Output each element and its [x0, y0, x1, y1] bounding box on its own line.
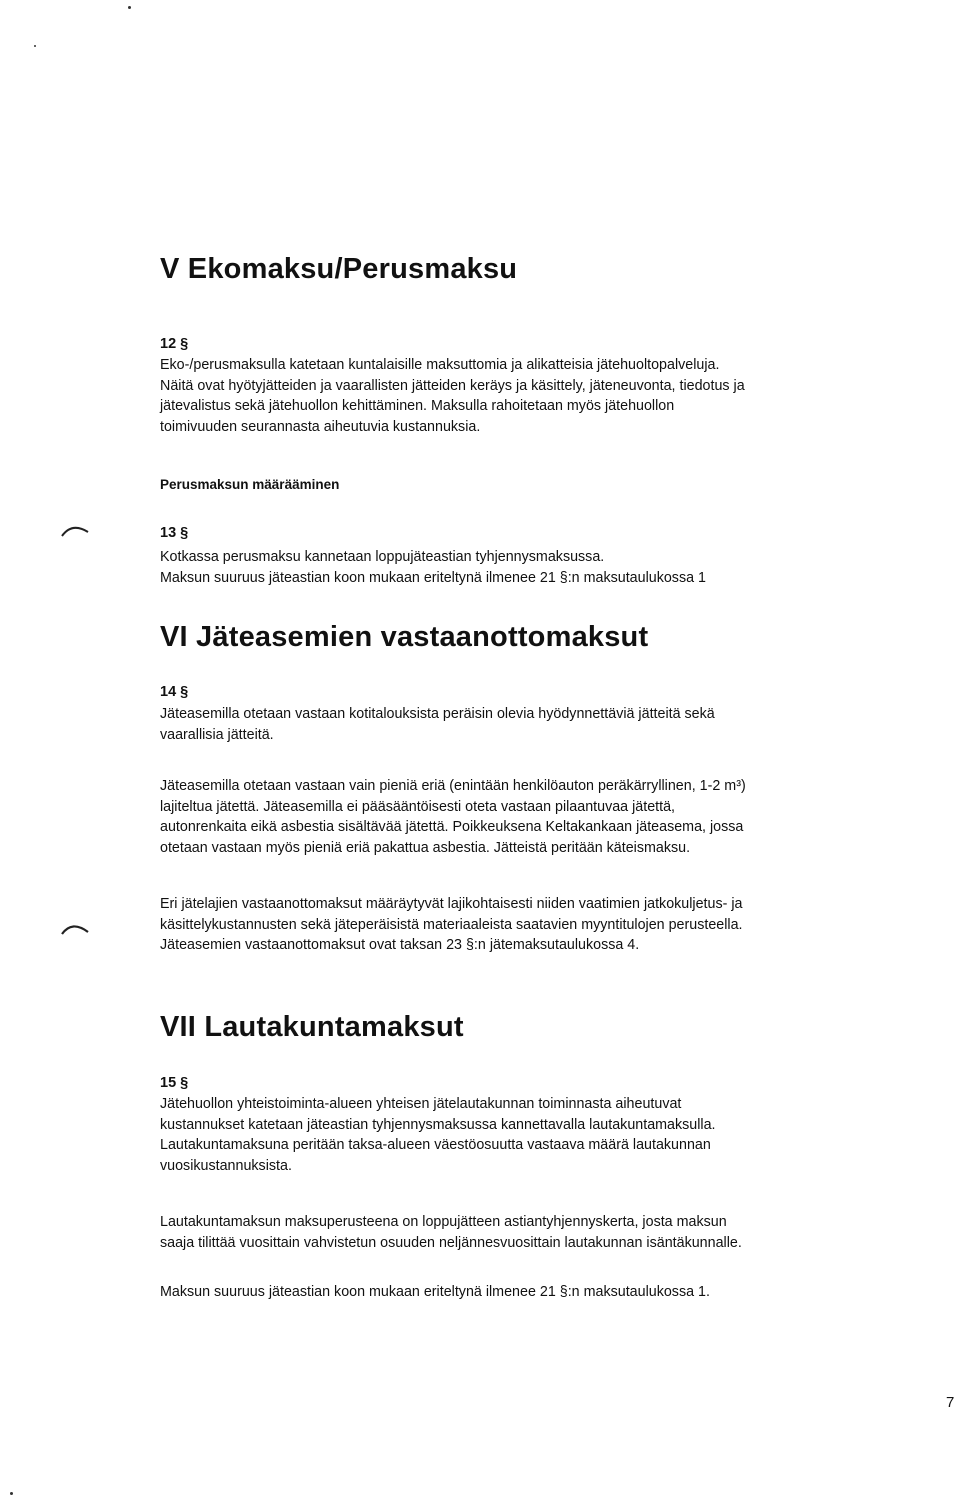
section-15-number: 15 § — [160, 1075, 189, 1091]
section-14-number: 14 § — [160, 684, 189, 700]
text-line: Maksun suuruus jäteastian koon mukaan eriteltynä ilmenee 21 §:n maksutaulukossa 1 — [160, 569, 706, 586]
text-line: Kotkassa perusmaksu kannetaan loppujäteastian tyhjennysmaksussa. — [160, 549, 605, 565]
caret-mark-icon — [60, 920, 90, 936]
text-line: Jäteasemilla otetaan vastaan vain pieniä eriä (enintään henkilöauton peräkärryllinen, 1-2 m³) — [160, 778, 746, 794]
heading-ekomaksu: V Ekomaksu/Perusmaksu — [160, 253, 518, 285]
page-number: 7 — [946, 1394, 955, 1411]
section-12-number: 12 § — [160, 336, 189, 352]
text-line: Näitä ovat hyötyjätteiden ja vaarallisten jätteiden keräys ja käsittely, jäteneuvonta, tiedotus ja — [160, 377, 745, 394]
scan-dot — [34, 45, 36, 47]
text-line: Eri jätelajien vastaanottomaksut määräytyvät lajikohtaisesti niiden vaatimien jatkokuljetus- ja — [160, 896, 743, 912]
section-15-paragraph-1 — [160, 1094, 900, 1176]
section-15-paragraph-3 — [160, 1282, 900, 1303]
text-line: käsittelykustannusten sekä jäteperäisistä materiaaleista saatavien myyntitulojen perusteella. — [160, 916, 743, 933]
section-14-paragraph-2 — [160, 776, 900, 858]
text-line: vaarallisia jätteitä. — [160, 726, 274, 743]
text-line: vuosikustannuksista. — [160, 1157, 292, 1174]
text-line: Lautakuntamaksun maksuperusteena on loppujätteen astiantyhjennyskerta, josta maksun — [160, 1214, 727, 1230]
text-line: Jätehuollon yhteistoiminta-alueen yhteisen jätelautakunnan toiminnasta aiheutuvat — [160, 1096, 682, 1112]
text-line: autonrenkaita eikä asbestia sisältävää jätettä. Poikkeuksena Keltakankaan jäteasema, jossa — [160, 819, 744, 835]
text-line: Maksun suuruus jäteastian koon mukaan eriteltynä ilmenee 21 §:n maksutaulukossa 1. — [160, 1284, 710, 1300]
text-line: otetaan vastaan myös pieniä eriä pakattua asbestia. Jätteistä peritään käteismaksu. — [160, 839, 691, 856]
text-line: Eko-/perusmaksulla katetaan kuntalaisille maksuttomia ja alikatteisia jätehuoltopalveluja. — [160, 357, 720, 373]
section-14-paragraph-3 — [160, 894, 900, 956]
section-13-number: 13 § — [160, 525, 189, 541]
text-line: toimivuuden seurannasta aiheutuvia kustannuksia. — [160, 418, 481, 435]
text-line: Lautakuntamaksuna peritään taksa-alueen väestöosuutta vastaava määrä lautakunnan — [160, 1137, 711, 1153]
scan-dot — [10, 1492, 13, 1495]
section-13-text — [160, 547, 900, 588]
text-line: Jäteasemien vastaanottomaksut ovat taksan 23 §:n jätemaksutaulukossa 4. — [160, 937, 640, 953]
caret-mark-icon — [60, 522, 90, 538]
text-line: saaja tilittää vuosittain vahvistetun osuuden neljännesvuosittain lautakunnan isäntäkunnalle. — [160, 1234, 742, 1251]
section-15-paragraph-2 — [160, 1212, 900, 1253]
section-12-text — [160, 355, 900, 437]
heading-lautakuntamaksut: VII Lautakuntamaksut — [160, 1011, 464, 1043]
subheading-perusmaksun-maaraaminen: Perusmaksun määrääminen — [160, 477, 340, 492]
text-line: lajiteltua jätettä. Jäteasemilla ei pääsääntöisesti oteta vastaan pilaantuvaa jätettä, — [160, 798, 676, 815]
text-line: kustannukset katetaan jäteastian tyhjennysmaksussa kannettavalla lautakuntamaksulla. — [160, 1116, 716, 1133]
heading-jateasemien-vastaanottomaksut: VI Jäteasemien vastaanottomaksut — [160, 621, 649, 653]
text-line: jätevalistus sekä jätehuollon kehittäminen. Maksulla rahoitetaan myös jätehuollon — [160, 398, 675, 414]
section-14-paragraph-1 — [160, 704, 900, 745]
scan-dot — [128, 6, 131, 9]
text-line: Jäteasemilla otetaan vastaan kotitalouksista peräisin olevia hyödynnettäviä jätteitä sekä — [160, 706, 715, 722]
